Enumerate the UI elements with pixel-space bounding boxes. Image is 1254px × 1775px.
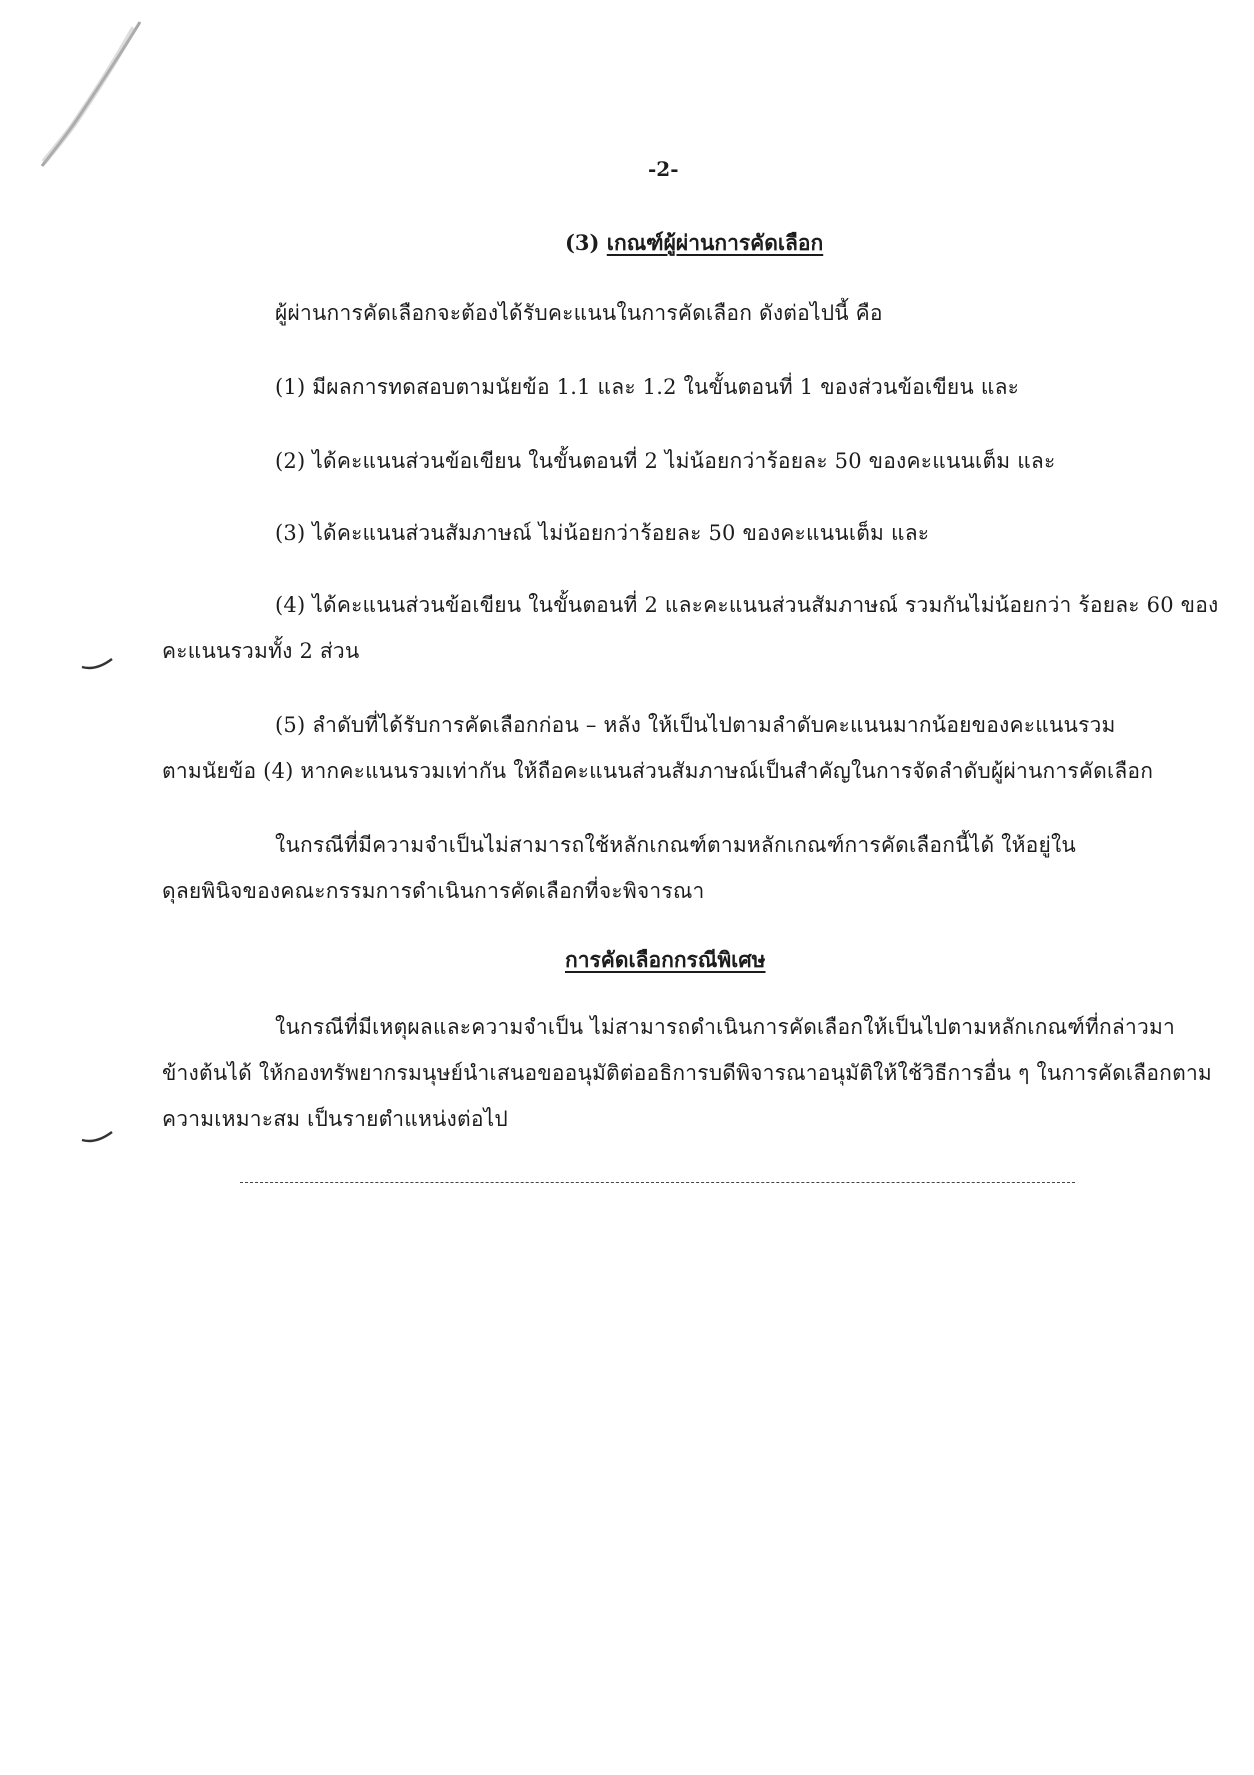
discretion-line-1: ในกรณีที่มีความจำเป็นไม่สามารถใช้หลักเกณฑ์ตามหลักเกณฑ์การคัดเลือกนี้ได้ ให้อยู่ใน [275,833,1076,857]
criteria-item-1: (1) มีผลการทดสอบตามนัยข้อ 1.1 และ 1.2 ในขั้นตอนที่ 1 ของส่วนข้อเขียน และ [275,375,1020,399]
binder-hole-mark [80,657,114,671]
criteria-item-3: (3) ได้คะแนนส่วนสัมภาษณ์ ไม่น้อยกว่าร้อยละ 50 ของคะแนนเต็ม และ [275,521,930,545]
intro-paragraph: ผู้ผ่านการคัดเลือกจะต้องได้รับคะแนนในการคัดเลือก ดังต่อไปนี้ คือ [275,301,883,325]
special-section-heading [565,945,766,975]
criteria-item-4-line-1: (4) ได้คะแนนส่วนข้อเขียน ในขั้นตอนที่ 2 และคะแนนส่วนสัมภาษณ์ รวมกันไม่น้อยกว่า ร้อยละ 60 ของ [275,593,1219,617]
scan-streak-mark [38,18,148,168]
section-title: เกณฑ์ผู้ผ่านการคัดเลือก [606,230,824,255]
criteria-item-4-line-2: คะแนนรวมทั้ง 2 ส่วน [162,639,360,663]
special-section-line-2: ข้างต้นได้ ให้กองทรัพยากรมนุษย์นำเสนอขออนุมัติต่ออธิการบดีพิจารณาอนุมัติให้ใช้วิธีการอื่น ๆ ในการคัดเลือกตาม [162,1061,1212,1085]
criteria-item-2: (2) ได้คะแนนส่วนข้อเขียน ในขั้นตอนที่ 2 ไม่น้อยกว่าร้อยละ 50 ของคะแนนเต็ม และ [275,449,1056,473]
binder-hole-mark [80,1130,114,1144]
special-section-line-1: ในกรณีที่มีเหตุผลและความจำเป็น ไม่สามารถดำเนินการคัดเลือกให้เป็นไปตามหลักเกณฑ์ที่กล่าวมา [275,1015,1176,1039]
criteria-item-5-line-2: ตามนัยข้อ (4) หากคะแนนรวมเท่ากัน ให้ถือคะแนนส่วนสัมภาษณ์เป็นสำคัญในการจัดลำดับผู้ผ่านการคัดเลือก [162,759,1154,783]
discretion-line-2: ดุลยพินิจของคณะกรรมการดำเนินการคัดเลือกที่จะพิจารณา [162,879,705,903]
page-number: -2- [648,157,679,181]
criteria-item-5-line-1: (5) ลำดับที่ได้รับการคัดเลือกก่อน – หลัง ให้เป็นไปตามลำดับคะแนนมากน้อยของคะแนนรวม [275,713,1116,737]
special-section-title: การคัดเลือกกรณีพิเศษ [565,947,766,972]
end-of-document-rule [240,1182,1075,1183]
section-number: (3) [565,230,600,255]
special-section-line-3: ความเหมาะสม เป็นรายตำแหน่งต่อไป [162,1107,508,1131]
section-heading [565,228,823,258]
